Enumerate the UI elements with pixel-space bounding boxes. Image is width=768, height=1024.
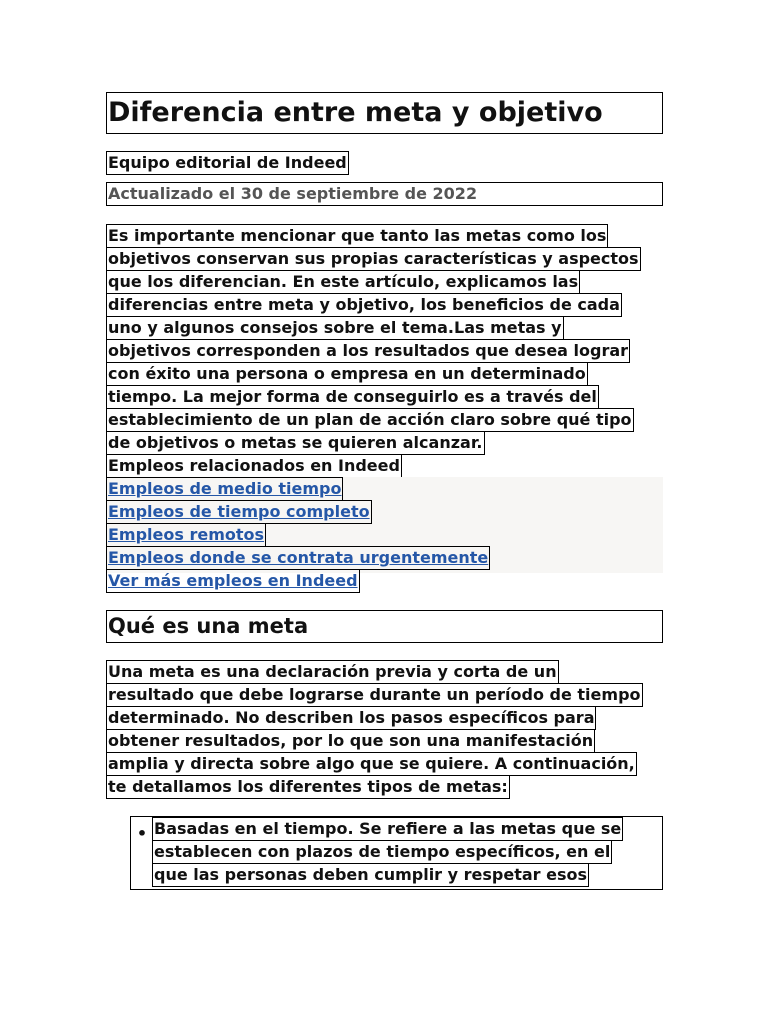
intro-line: Es importante mencionar que tanto las metas como los [106,224,608,248]
list-line: establecen con plazos de tiempo específicos, en el [152,840,612,864]
intro-line: objetivos corresponden a los resultados que desea lograr [106,339,630,363]
updated-date: Actualizado el 30 de septiembre de 2022 [106,182,663,206]
section-line: te detallamos los diferentes tipos de metas: [106,775,510,799]
intro-line: establecimiento de un plan de acción claro sobre qué tipo [106,408,634,432]
section-line: resultado que debe lograrse durante un período de tiempo [106,683,643,707]
section-paragraph [106,660,663,799]
section-line: Una meta es una declaración previa y corta de un [106,660,559,684]
job-link-urgent[interactable]: Empleos donde se contrata urgentemente [106,546,490,570]
intro-line: objetivos conservan sus propias características y aspectos [106,247,641,271]
meta-types-list [130,816,663,890]
page-title: Diferencia entre meta y objetivo [106,92,663,134]
intro-line: de objetivos o metas se quieren alcanzar. [106,431,485,455]
related-jobs-list [106,477,663,593]
related-jobs-heading: Empleos relacionados en Indeed [106,454,402,478]
section-heading: Qué es una meta [106,610,663,643]
intro-line: que los diferencian. En este artículo, explicamos las [106,270,580,294]
intro-line: con éxito una persona o empresa en un determinado [106,362,588,386]
intro-paragraph [106,224,663,593]
intro-line: uno y algunos consejos sobre el tema.Las metas y [106,316,564,340]
job-link-part-time[interactable]: Empleos de medio tiempo [106,477,343,501]
author-byline: Equipo editorial de Indeed [106,151,349,175]
intro-line: diferencias entre meta y objetivo, los beneficios de cada [106,293,622,317]
section-line: determinado. No describen los pasos específicos para [106,706,596,730]
article [106,92,663,890]
bullet-marker: • [136,824,148,843]
section-line: amplia y directa sobre algo que se quiere. A continuación, [106,752,637,776]
job-link-full-time[interactable]: Empleos de tiempo completo [106,500,372,524]
list-item [152,817,623,887]
list-line: que las personas deben cumplir y respetar esos [152,863,589,887]
list-line: Basadas en el tiempo. Se refiere a las metas que se [152,817,623,841]
job-link-remote[interactable]: Empleos remotos [106,523,266,547]
section-line: obtener resultados, por lo que son una manifestación [106,729,595,753]
intro-line: tiempo. La mejor forma de conseguirlo es a través del [106,385,599,409]
job-link-see-more[interactable]: Ver más empleos en Indeed [106,569,360,593]
